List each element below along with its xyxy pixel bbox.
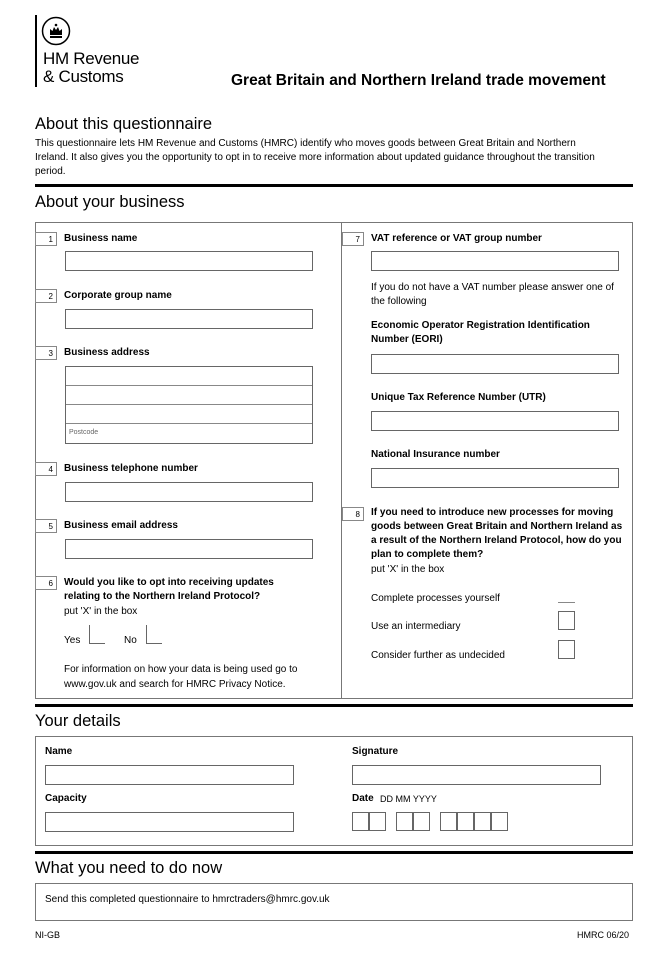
no-checkbox[interactable] xyxy=(146,625,162,644)
email-input[interactable] xyxy=(65,539,313,559)
option-intermediary-checkbox[interactable] xyxy=(558,611,575,630)
utr-label: Unique Tax Reference Number (UTR) xyxy=(371,392,546,403)
date-digit-box[interactable] xyxy=(491,812,508,831)
telephone-input[interactable] xyxy=(65,482,313,502)
opt-in-question: Would you like to opt into receiving updates relating to the Northern Ireland Protocol? xyxy=(64,577,274,602)
crown-crest-icon xyxy=(41,16,71,46)
eori-input[interactable] xyxy=(371,354,619,374)
utr-input[interactable] xyxy=(371,411,619,431)
eori-label: Economic Operator Registration Identification Number (EORI) xyxy=(371,320,590,345)
next-steps-text: Send this completed questionnaire to hmrctraders@hmrc.gov.uk xyxy=(45,894,330,905)
date-format-hint: DD MM YYYY xyxy=(380,794,437,804)
date-label: Date xyxy=(352,793,374,804)
section-rule xyxy=(35,851,633,854)
capacity-input[interactable] xyxy=(45,812,294,832)
telephone-label: Business telephone number xyxy=(64,463,198,474)
date-input[interactable] xyxy=(352,812,512,832)
question-number: 7 xyxy=(342,232,364,246)
vat-label: VAT reference or VAT group number xyxy=(371,233,542,244)
address-line-1[interactable] xyxy=(66,367,312,386)
ni-number-input[interactable] xyxy=(371,468,619,488)
vat-alternative-note: If you do not have a VAT number please answer one of the following xyxy=(371,282,614,307)
logo-divider xyxy=(35,15,37,87)
date-digit-box[interactable] xyxy=(396,812,413,831)
hmrc-logo-text xyxy=(43,50,139,86)
address-line-2[interactable] xyxy=(66,386,312,405)
section-rule xyxy=(35,704,633,707)
column-divider xyxy=(341,222,342,699)
yes-label: Yes xyxy=(64,635,81,646)
ni-number-label: National Insurance number xyxy=(371,449,500,460)
postcode-placeholder[interactable]: Postcode xyxy=(69,429,99,436)
about-questionnaire-text: This questionnaire lets HM Revenue and Customs (HMRC) identify who moves goods between Great Britain and Northern Ireland. It also gives you the opportunity to opt in to receive more information about updated guidance throughout the transition period. xyxy=(35,138,595,177)
signature-label: Signature xyxy=(352,746,399,757)
corporate-group-label: Corporate group name xyxy=(64,290,172,301)
capacity-label: Capacity xyxy=(45,793,87,804)
option-intermediary: Use an intermediary xyxy=(371,621,461,632)
name-label: Name xyxy=(45,746,73,757)
option-undecided-checkbox[interactable] xyxy=(558,640,575,659)
about-business-heading: About your business xyxy=(35,193,185,211)
business-name-input[interactable] xyxy=(65,251,313,271)
vat-input[interactable] xyxy=(371,251,619,271)
question-number: 6 xyxy=(35,576,57,590)
corporate-group-input[interactable] xyxy=(65,309,313,329)
question-number: 2 xyxy=(35,289,57,303)
business-address-label: Business address xyxy=(64,347,150,358)
question-number: 5 xyxy=(35,519,57,533)
no-label: No xyxy=(124,635,137,646)
question-number: 1 xyxy=(35,232,57,246)
option-complete-yourself: Complete processes yourself xyxy=(371,593,500,604)
logo-line-2: & Customs xyxy=(43,67,124,86)
your-details-heading: Your details xyxy=(35,712,121,730)
processes-instruction: put 'X' in the box xyxy=(371,564,445,575)
signature-input[interactable] xyxy=(352,765,601,785)
date-digit-box[interactable] xyxy=(457,812,474,831)
business-name-label: Business name xyxy=(64,233,138,244)
question-number: 8 xyxy=(342,507,364,521)
date-digit-box[interactable] xyxy=(413,812,430,831)
section-rule xyxy=(35,184,633,187)
opt-in-instruction: put 'X' in the box xyxy=(64,606,138,617)
date-digit-box[interactable] xyxy=(474,812,491,831)
date-digit-box[interactable] xyxy=(352,812,369,831)
privacy-notice: For information on how your data is being used go to www.gov.uk and search for HMRC Privacy Notice. xyxy=(64,664,298,690)
question-number: 3 xyxy=(35,346,57,360)
processes-question: If you need to introduce new processes for moving goods between Great Britain and Northern Ireland as a result of the Northern Ireland Protocol, how do you plan to complete them? xyxy=(371,507,623,560)
date-digit-box[interactable] xyxy=(440,812,457,831)
about-questionnaire-heading: About this questionnaire xyxy=(35,115,213,133)
form-code: NI-GB xyxy=(35,930,61,940)
next-steps-heading: What you need to do now xyxy=(35,859,223,877)
question-number: 4 xyxy=(35,462,57,476)
email-label: Business email address xyxy=(64,520,178,531)
address-line-3[interactable] xyxy=(66,405,312,424)
form-version: HMRC 06/20 xyxy=(577,930,630,940)
date-digit-box[interactable] xyxy=(369,812,386,831)
option-complete-yourself-checkbox[interactable] xyxy=(558,602,575,603)
option-undecided: Consider further as undecided xyxy=(371,650,505,661)
logo-line-1: HM Revenue xyxy=(43,49,140,68)
name-input[interactable] xyxy=(45,765,294,785)
business-address-input[interactable] xyxy=(65,366,313,444)
yes-checkbox[interactable] xyxy=(89,625,105,644)
document-title: Great Britain and Northern Ireland trade movement xyxy=(231,72,606,89)
